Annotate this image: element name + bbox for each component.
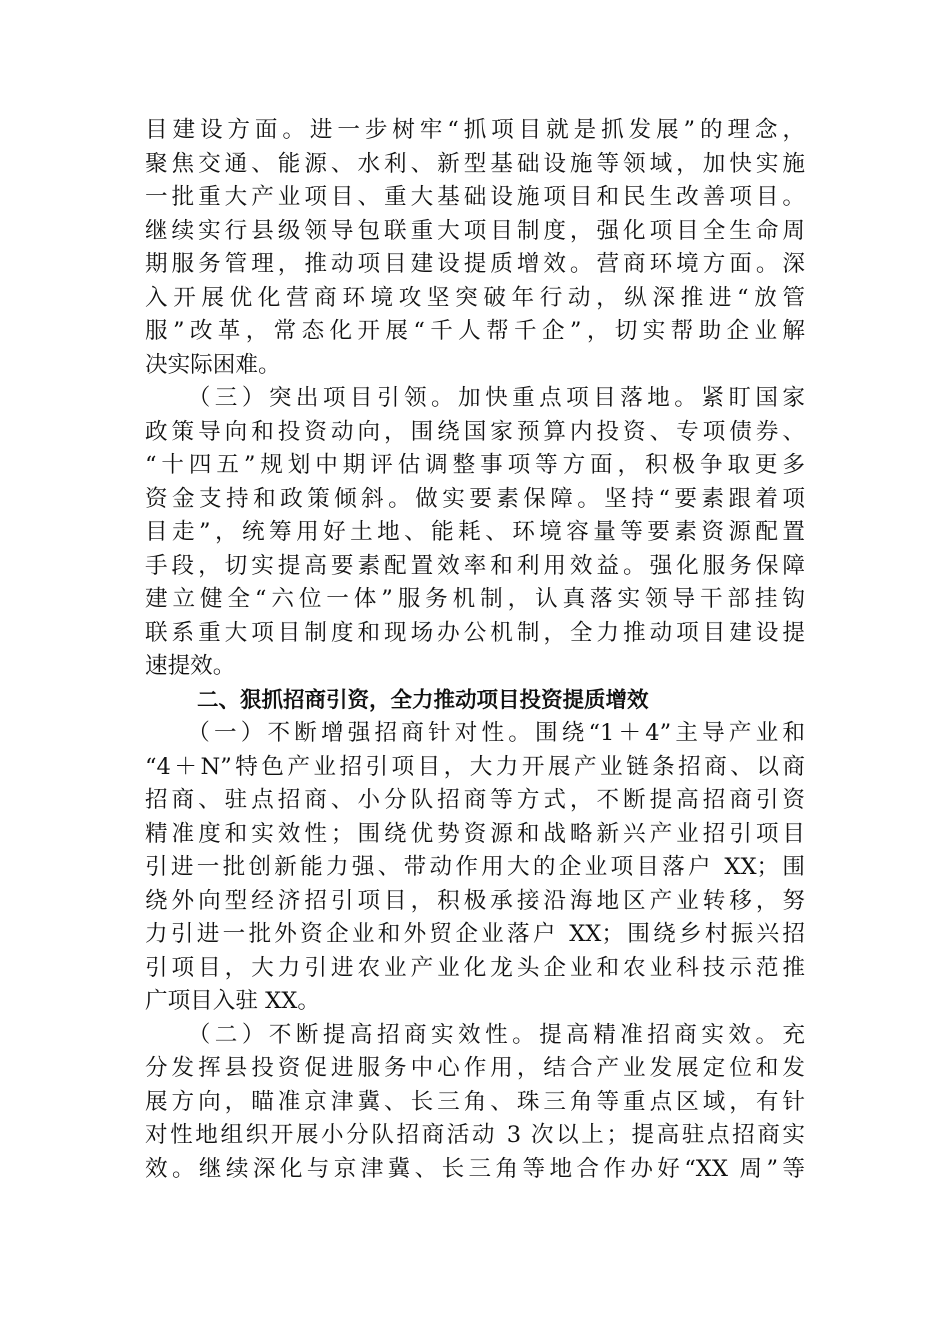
text-line: 期服务管理，推动项目建设提质增效。营商环境方面。深 — [145, 251, 805, 277]
text-line: （二）不断提高招商实效性。提高精准招商实效。充 — [145, 1021, 805, 1048]
text-line: 引项目，大力引进农业产业化龙头企业和农业科技示范推 — [145, 954, 805, 981]
text-line: 绕外向型经济招引项目，积极承接沿海地区产业转移，努 — [145, 887, 805, 914]
text-line: （一）不断增强招商针对性。围绕“1＋4”主导产业和 — [145, 720, 805, 746]
section-heading — [145, 684, 805, 718]
text-line: 对性地组织开展小分队招商活动 3 次以上；提高驻点招商实 — [145, 1122, 805, 1148]
text-line: 聚焦交通、能源、水利、新型基础设施等领域，加快实施 — [145, 150, 805, 177]
text-line: 手段，切实提高要素配置效率和利用效益。强化服务保障 — [145, 552, 805, 579]
heading-text: 二、狠抓招商引资，全力推动项目投资提质增效 — [197, 687, 649, 713]
text-line: 引进一批创新能力强、带动作用大的企业项目落户 XX；围 — [145, 854, 805, 880]
text-line: 入开展优化营商环境攻坚突破年行动，纵深推进“放管 — [145, 284, 805, 311]
text-line: “十四五”规划中期评估调整事项等方面，积极争取更多 — [145, 452, 805, 478]
text-line: 继续实行县级领导包联重大项目制度，强化项目全生命周 — [145, 217, 805, 244]
paragraph — [145, 382, 805, 684]
text-line: 服”改革，常态化开展“千人帮千企”，切实帮助企业解 — [145, 318, 805, 344]
paragraph — [145, 717, 805, 1019]
text-line: 速提效。 — [145, 653, 236, 679]
paragraph — [145, 1019, 805, 1187]
text-line: 决实际困难。 — [145, 351, 281, 378]
text-line: 展方向，瞄准京津冀、长三角、珠三角等重点区域，有针 — [145, 1088, 805, 1115]
paragraph — [145, 114, 805, 382]
text-line: “4＋N”特色产业招引项目，大力开展产业链条招商、以商 — [145, 753, 805, 780]
text-line: 政策导向和投资动向，围绕国家预算内投资、专项债券、 — [145, 418, 805, 445]
text-line: 资金支持和政策倾斜。做实要素保障。坚持“要素跟着项 — [145, 485, 805, 512]
text-line: 建立健全“六位一体”服务机制，认真落实领导干部挂钩 — [145, 586, 805, 612]
text-line: 力引进一批外资企业和外贸企业落户 XX；围绕乡村振兴招 — [145, 921, 805, 947]
text-line: 效。继续深化与京津冀、长三角等地合作办好“XX 周”等 — [145, 1155, 805, 1182]
document-body — [145, 114, 805, 1186]
text-line: 招商、驻点招商、小分队招商等方式，不断提高招商引资 — [145, 787, 805, 813]
text-line: 目建设方面。进一步树牢“抓项目就是抓发展”的理念， — [145, 117, 805, 143]
text-line: （三）突出项目引领。加快重点项目落地。紧盯国家 — [145, 385, 805, 411]
text-line: 精准度和实效性；围绕优势资源和战略新兴产业招引项目 — [145, 820, 805, 847]
text-line: 分发挥县投资促进服务中心作用，结合产业发展定位和发 — [145, 1055, 805, 1081]
text-line: 目走”，统筹用好土地、能耗、环境容量等要素资源配置 — [145, 519, 805, 545]
text-line: 广项目入驻 XX。 — [145, 988, 320, 1014]
text-line: 联系重大项目制度和现场办公机制，全力推动项目建设提 — [145, 619, 805, 646]
text-line: 一批重大产业项目、重大基础设施项目和民生改善项目。 — [145, 184, 805, 210]
